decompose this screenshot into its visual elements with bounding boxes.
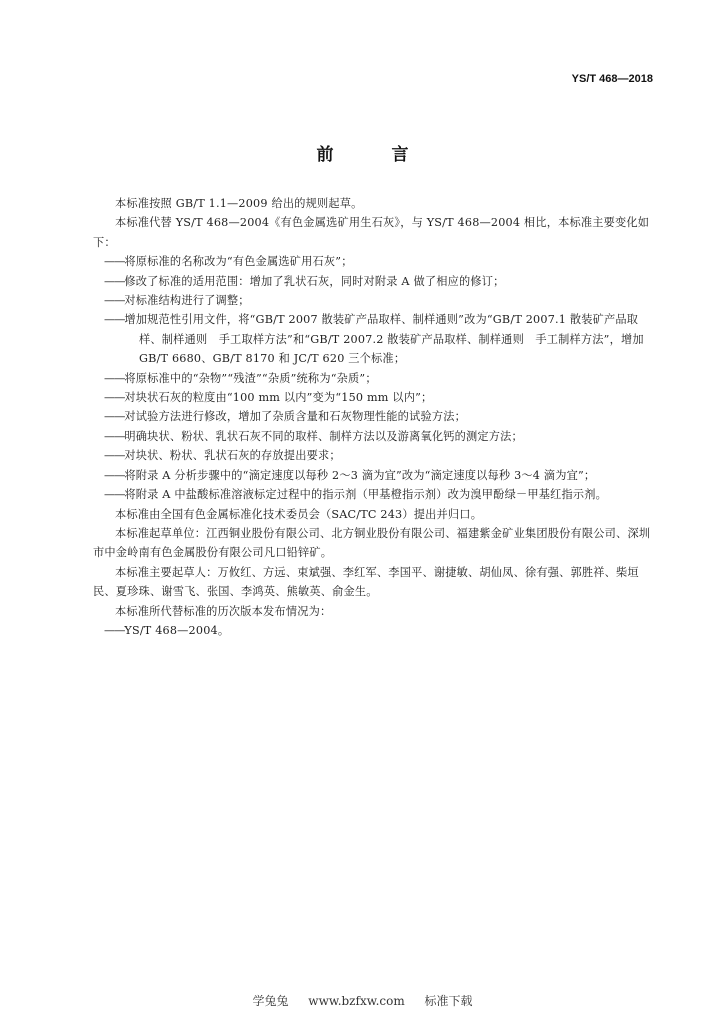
change-item: ——将附录 A 中盐酸标准溶液标定过程中的指示剂（甲基橙指示剂）改为溴甲酚绿－甲基红指示剂。 xyxy=(104,488,608,502)
foreword-body xyxy=(93,194,655,640)
change-item: ——将原标准的名称改为“有色金属选矿用石灰”； xyxy=(104,255,353,269)
paragraph: 本标准起草单位：江西铜业股份有限公司、北方铜业股份有限公司、福建紫金矿业集团股份有限公司、深圳市中金岭南有色金属股份有限公司凡口铅锌矿。 xyxy=(93,526,651,560)
change-item: ——对试验方法进行修改，增加了杂质含量和石灰物理性能的试验方法； xyxy=(104,410,467,424)
page-title: 前 言 xyxy=(316,145,435,165)
standard-code: YS/T 468—2018 xyxy=(571,73,653,85)
change-item: ——明确块状、粉状、乳状石灰不同的取样、制样方法以及游离氧化钙的测定方法； xyxy=(104,429,523,443)
footer-site-name: 学兔兔 xyxy=(252,994,289,1008)
paragraph: 本标准代替 YS/T 468—2004《有色金属选矿用生石灰》，与 YS/T 468—2004 相比，本标准主要变化如下： xyxy=(93,216,650,249)
paragraph: 本标准所代替标准的历次版本发布情况为： xyxy=(115,604,332,618)
change-item: ——将附录 A 分析步骤中的“滴定速度以每秒 2～3 滴为宜”改为“滴定速度以每秒 3～4 滴为宜”； xyxy=(104,468,596,482)
footer-watermark xyxy=(0,992,725,1009)
paragraph: 本标准主要起草人：万攸红、方远、束斌强、李红军、李国平、谢捷敏、胡仙凤、徐有强、郭胜祥、柴垣民、夏珍珠、谢雪飞、张国、李鸿英、熊敏英、俞金生。 xyxy=(93,565,639,599)
paragraph: 本标准由全国有色金属标准化技术委员会（SAC/TC 243）提出并归口。 xyxy=(115,507,483,521)
paragraph: 本标准按照 GB/T 1.1—2009 给出的规则起草。 xyxy=(115,197,363,210)
change-item: ——增加规范性引用文件，将“GB/T 2007 散装矿产品取样、制样通则”改为“GB/T 2007.1 散装矿产品取样、制样通则 手工取样方法”和“GB/T 2007.2 散装矿产品取样、制样通则 手工制样方法”，增加 GB/T 6680、GB/T 8170 和 JC/T 620 三个标准； xyxy=(104,313,644,366)
change-item: ——YS/T 468—2004。 xyxy=(104,623,230,637)
change-item: ——对块状、粉状、乳状石灰的存放提出要求； xyxy=(104,449,341,463)
footer-tagline: 标准下载 xyxy=(424,994,473,1008)
footer-url[interactable]: www.bzfxw.com xyxy=(308,994,405,1008)
change-item: ——对标准结构进行了调整； xyxy=(104,294,250,308)
change-item: ——将原标准中的“杂物”“残渣”“杂质”统称为“杂质”； xyxy=(104,371,377,385)
change-item: ——对块状石灰的粒度由“100 mm 以内”变为“150 mm 以内”； xyxy=(104,391,433,405)
change-item: ——修改了标准的适用范围：增加了乳状石灰，同时对附录 A 做了相应的修订； xyxy=(104,274,505,288)
